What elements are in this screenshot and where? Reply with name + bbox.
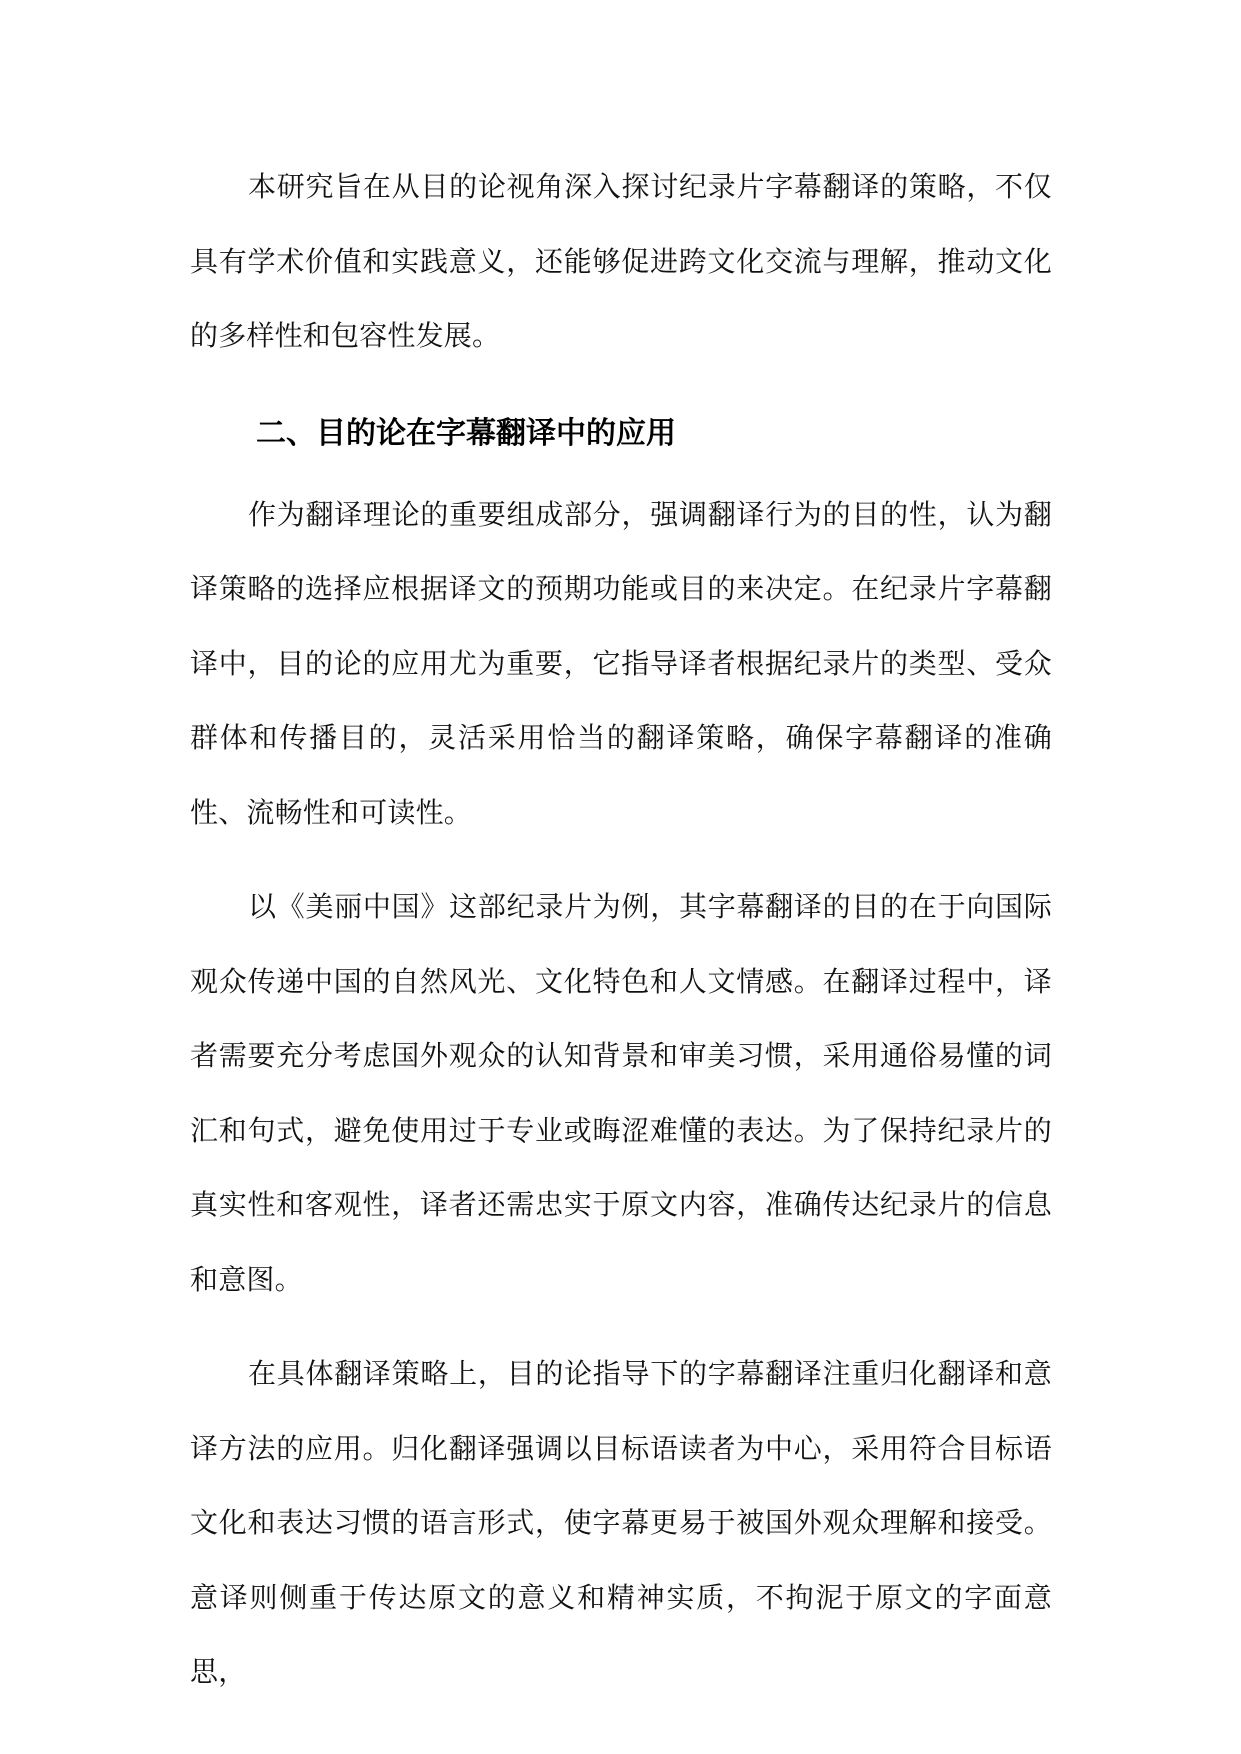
- body-paragraph-3: 在具体翻译策略上，目的论指导下的字幕翻译注重归化翻译和意译方法的应用。归化翻译强调以目标语读者为中心，采用符合目标语文化和表达习惯的语言形式，使字幕更易于被国外观众理解和接受。意译则侧重于传达原文的意义和精神实质，不拘泥于原文的字面意思，: [190, 1357, 1052, 1688]
- intro-paragraph: 本研究旨在从目的论视角深入探讨纪录片字幕翻译的策略，不仅具有学术价值和实践意义，还能够促进跨文化交流与理解，推动文化的多样性和包容性发展。: [190, 170, 1052, 352]
- heading-spacer-bottom: [190, 470, 1052, 478]
- body-paragraph-2: 以《美丽中国》这部纪录片为例，其字幕翻译的目的在于向国际观众传递中国的自然风光、文化特色和人文情感。在翻译过程中，译者需要充分考虑国外观众的认知背景和审美习惯，采用通俗易懂的词汇和句式，避免使用过于专业或晦涩难懂的表达。为了保持纪录片的真实性和客观性，译者还需忠实于原文内容，准确传达纪录片的信息和意图。: [190, 890, 1052, 1296]
- body-paragraph-1: 作为翻译理论的重要组成部分，强调翻译行为的目的性，认为翻译策略的选择应根据译文的预期功能或目的来决定。在纪录片字幕翻译中，目的论的应用尤为重要，它指导译者根据纪录片的类型、受众群体和传播目的，灵活采用恰当的翻译策略，确保字幕翻译的准确性、流畅性和可读性。: [190, 497, 1052, 829]
- paragraph-spacer: [190, 1317, 1052, 1337]
- heading-spacer-top: [190, 374, 1052, 398]
- paragraph-spacer: [190, 850, 1052, 870]
- document-page: [190, 150, 1052, 1710]
- section-heading: 二、目的论在字幕翻译中的应用: [256, 415, 676, 451]
